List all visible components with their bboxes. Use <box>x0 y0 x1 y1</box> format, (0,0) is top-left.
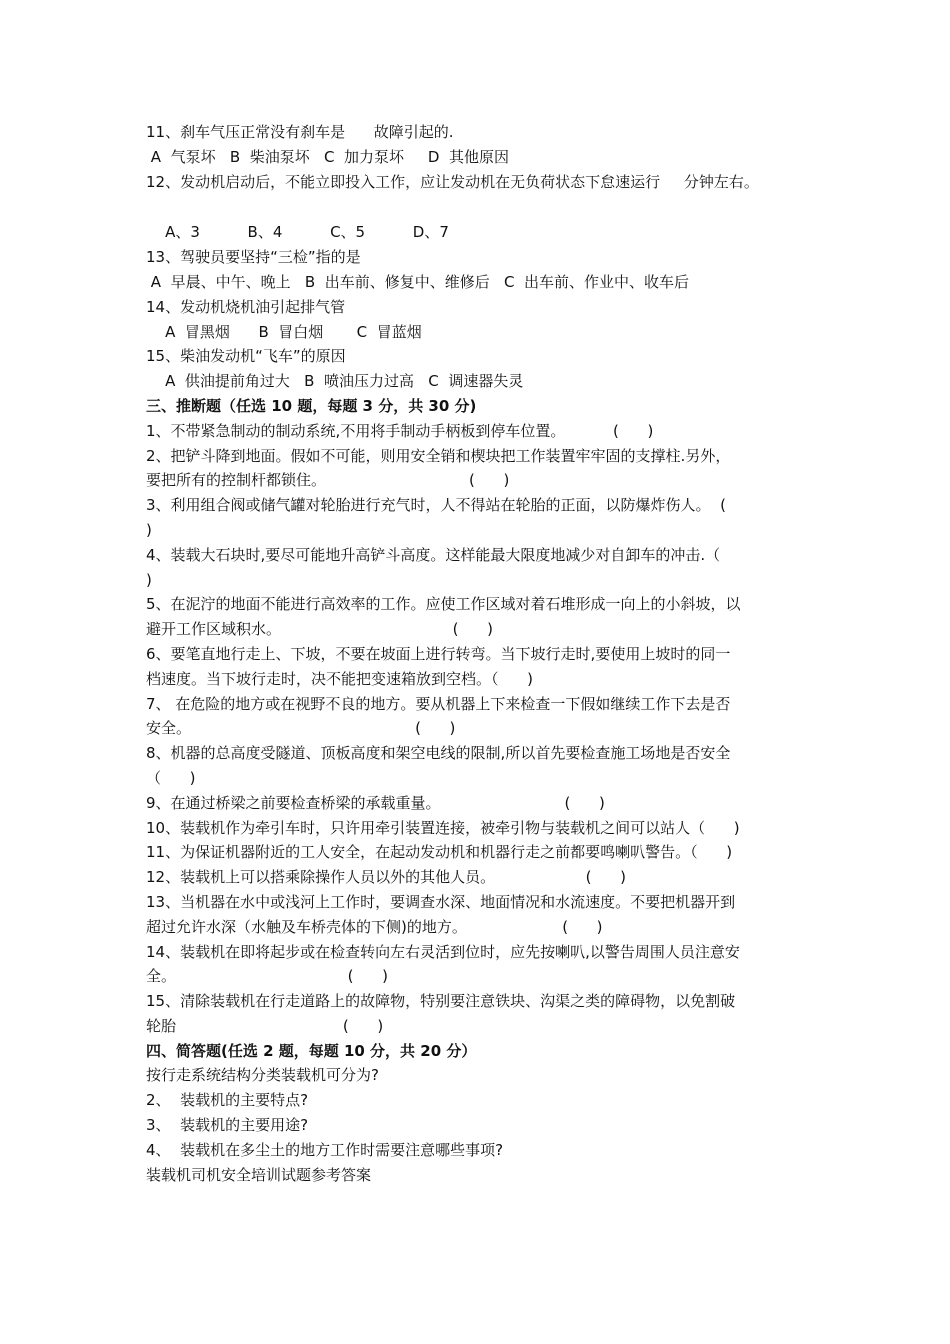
text-line: （ ) <box>146 768 196 787</box>
text-line: 11、刹车气压正常没有刹车是 故障引起的. <box>146 123 454 141</box>
questions-multiple-choice <box>146 120 806 194</box>
blank-line <box>146 194 806 220</box>
text-line: 2、 装载机的主要特点? <box>146 1091 309 1110</box>
text-line: 全。 ( ) <box>146 967 388 986</box>
text-line: 档速度。当下坡行走时，决不能把变速箱放到空档。（ ) <box>146 669 533 688</box>
text-line: 轮胎 ( ) <box>146 1016 384 1035</box>
text-line: 4、 装载机在多尘土的地方工作时需要注意哪些事项? <box>146 1140 504 1159</box>
text-line: 13、当机器在水中或浅河上工作时，要调查水深、地面情况和水流速度。不要把机器开到 <box>146 892 736 911</box>
text-line: 5、在泥泞的地面不能进行高效率的工作。应使工作区域对着石堆形成一向上的小斜坡，以 <box>146 595 741 614</box>
text-line: 15、清除装载机在行走道路上的故障物，特别要注意铁块、沟渠之类的障碍物，以免割破 <box>146 992 736 1011</box>
text-line: 13、驾驶员要坚持“三检”指的是 <box>146 248 361 267</box>
text-line: 9、在通过桥梁之前要检查桥梁的承载重量。 ( ) <box>146 793 605 812</box>
text-line: 1、不带紧急制动的制动系统,不用将手制动手柄板到停车位置。 ( ) <box>146 421 654 440</box>
section-heading: 四、简答题(任选 2 题，每题 10 分，共 20 分） <box>146 1041 477 1060</box>
text-line: 按行走系统结构分类装载机可分为? <box>146 1066 379 1085</box>
text-line: A 气泵坏 B 柴油泵坏 C 加力泵坏 D 其他原因 <box>146 147 509 166</box>
text-line: ) <box>146 520 152 539</box>
text-line: 15、柴油发动机“飞车”的原因 <box>146 347 346 366</box>
text-line: A 冒黑烟 B 冒白烟 C 冒蓝烟 <box>146 322 422 341</box>
text-line: 避开工作区域积水。 ( ) <box>146 620 493 639</box>
text-line: 6、要笔直地行走上、下坡，不要在坡面上进行转弯。当下坡行走时,要使用上坡时的同一 <box>146 644 731 663</box>
text-line: A 早晨、中午、晚上 B 出车前、修复中、维修后 C 出车前、作业中、收车后 <box>146 272 690 291</box>
text-line: A、3 B、4 C、5 D、7 <box>146 223 449 242</box>
text-line: A 供油提前角过大 B 喷油压力过高 C 调速器失灵 <box>146 372 524 391</box>
text-line: 7、 在危险的地方或在视野不良的地方。要从机器上下来检查一下假如继续工作下去是否 <box>146 694 731 713</box>
text-line: 10、装载机作为牵引车时，只许用牵引装置连接，被牵引物与装载机之间可以站人（ ) <box>146 818 740 837</box>
text-line: 3、 装载机的主要用途? <box>146 1116 309 1135</box>
text-line: 12、装载机上可以搭乘除操作人员以外的其他人员。 ( ) <box>146 868 626 887</box>
document-body <box>146 120 806 1187</box>
text-line: 14、装载机在即将起步或在检查转向左右灵活到位时，应先按喇叭,以警告周围人员注意安 <box>146 942 740 961</box>
text-line: 要把所有的控制杆都锁住。 ( ) <box>146 471 510 490</box>
questions-continued <box>146 220 806 1187</box>
text-line: 12、发动机启动后，不能立即投入工作，应让发动机在无负荷状态下怠速运行 分钟左右。 <box>146 172 759 191</box>
text-line: 2、把铲斗降到地面。假如不可能，则用安全销和楔块把工作装置牢牢固的支撑柱.另外， <box>146 446 731 465</box>
text-line: 装载机司机安全培训试题参考答案 <box>146 1165 372 1184</box>
section-heading: 三、推断题（任选 10 题，每题 3 分，共 30 分) <box>146 396 477 415</box>
text-line: 4、装载大石块时,要尽可能地升高铲斗高度。这样能最大限度地减少对自卸车的冲击.（ <box>146 545 721 564</box>
text-line: 安全。 ( ) <box>146 719 456 738</box>
text-line: 14、发动机烧机油引起排气管 <box>146 297 346 316</box>
text-line: ) <box>146 570 152 589</box>
text-line: 3、利用组合阀或储气罐对轮胎进行充气时，人不得站在轮胎的正面，以防爆炸伤人。 ( <box>146 496 726 515</box>
text-line: 8、机器的总高度受隧道、顶板高度和架空电线的限制,所以首先要检查施工场地是否安全 <box>146 744 731 763</box>
text-line: 超过允许水深（水触及车桥壳体的下侧)的地方。 ( ) <box>146 917 603 936</box>
text-line: 11、为保证机器附近的工人安全，在起动发动机和机器行走之前都要鸣喇叭警告。（ ) <box>146 843 733 862</box>
